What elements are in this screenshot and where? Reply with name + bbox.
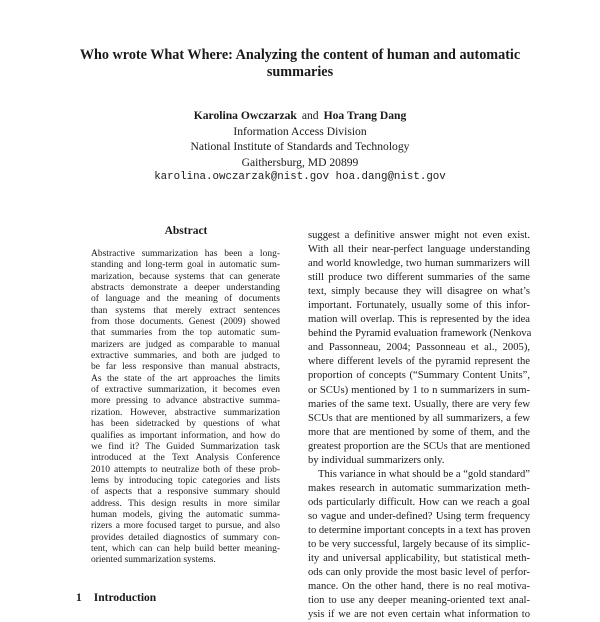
body-line: SCUs that are mentioned by all summarizers, a few: [308, 412, 530, 424]
abstract-body: [91, 249, 280, 567]
body-line: still produce two different summaries of the same: [308, 272, 530, 284]
abstract-line: 2010 attempts to neutralize both of these prob-: [91, 464, 280, 475]
abstract-line: has been sidetracked by questions of what: [91, 419, 280, 430]
body-line: by individual summarizers only.: [308, 454, 445, 466]
author-names: [60, 108, 540, 124]
body-line: suggest a definitive answer might not even exist.: [308, 230, 530, 241]
body-line: or SCUs) mentioned by 1 to n summarizers in sum-: [308, 384, 530, 396]
author-block: [60, 108, 540, 186]
body-line: makes research in automatic summarization meth-: [308, 482, 530, 494]
abstract-line: be far less responsive than manual abstracts,: [91, 362, 280, 373]
abstract-line: rization. However, abstractive summarization: [91, 407, 280, 418]
abstract-line: we find it? The Guided Summarization task: [91, 441, 280, 452]
author-emails: karolina.owczarzak@nist.gov hoa.dang@nist.gov: [154, 171, 446, 184]
abstract-line: of aspects that a responsive summary should: [91, 487, 280, 498]
body-line: mation will overlap. This is represented by the idea: [308, 314, 530, 326]
abstract-line: than systems that merely extract sentences: [91, 305, 280, 316]
body-line: to determine important concepts in a text has proven: [308, 524, 531, 536]
body-line: proportion of concepts (“Summary Content Units”,: [308, 370, 530, 382]
body-line: greatest proportion are the SCUs that are mentioned: [308, 440, 530, 452]
body-line: This variance in what should be a “gold standard”: [318, 468, 530, 480]
body-line: more that are mentioned by some of them, and the: [308, 426, 530, 438]
abstract-line: of language and the meaning of documents: [91, 294, 280, 305]
abstract-line: rizers a more focused target to pursue, and also: [91, 521, 280, 532]
affiliation-division: Information Access Division: [233, 124, 367, 138]
abstract-line: of extractive summarization, it becomes even: [91, 385, 280, 396]
abstract-heading: Abstract: [164, 225, 208, 237]
body-line: and world knowledge, two human summarizers will: [308, 258, 530, 270]
abstract-line: from those documents. Genest (2009) showed: [91, 317, 280, 328]
body-line: ity and universal applicability, but statistical meth-: [308, 553, 530, 565]
abstract-line: standing and long-term goal in automatic sum-: [91, 260, 280, 271]
section-number: 1: [76, 592, 82, 604]
body-line: tion to use any deeper meaning-oriented text anal-: [308, 595, 530, 607]
paper-title: [60, 47, 540, 81]
body-line: mance. On the other hand, there is no real motiva-: [308, 581, 530, 593]
abstract-line: marizers are judged as comparable to manual: [91, 339, 280, 350]
abstract-line: more pressing to advance abstractive summa-: [91, 396, 280, 407]
abstract-line: extractive summaries, and both are judged to: [91, 351, 280, 362]
abstract-line: lems by introducing topic categories and lists: [91, 475, 280, 486]
abstract-line: provides detailed diagnostics of summary con-: [91, 532, 280, 543]
body-line: ods can only provide the most basic level of perfor-: [308, 567, 530, 579]
abstract-line: abstracts demonstrate a deeper understanding: [91, 283, 280, 294]
author-1: Karolina Owczarzak: [193, 109, 297, 122]
affiliation-institute: National Institute of Standards and Technology: [190, 140, 410, 154]
body-line: where different levels of the pyramid represent the: [308, 356, 530, 368]
paper-title-line-1: Who wrote What Where: Analyzing the content of human and automatic: [79, 47, 521, 63]
abstract-line: human models, giving the automatic summa-: [91, 509, 280, 520]
body-line: and Passonneau, 2004; Passonneau et al., 2005),: [308, 342, 530, 354]
body-line: important. Fortunately, usually some of this infor-: [308, 300, 530, 312]
abstract-line: marization, because systems that can generate: [91, 271, 280, 282]
abstract-line: introduced at the Text Analysis Conference: [91, 453, 280, 464]
body-line: text, simply because they will disagree on what’s: [308, 286, 530, 298]
abstract-line: that summaries from the top automatic sum-: [91, 328, 280, 339]
section-title: Introduction: [93, 592, 157, 604]
abstract-line: Abstractive summarization has been a long-: [91, 249, 280, 259]
right-column-body: [308, 229, 530, 622]
abstract-line: qualifies as important information, and how do: [91, 430, 280, 441]
body-line: maries of the same text. Usually, there are very few: [308, 398, 530, 410]
body-line: ysis if we are not even certain what information to: [308, 609, 530, 621]
author-conjunction: and: [301, 109, 319, 122]
body-line: so vague and under-defined? Using term frequency: [308, 510, 530, 522]
abstract-line: tent, which can can help build better meaning-: [91, 543, 280, 554]
abstract-line: As the state of the art approaches the limits: [91, 373, 280, 384]
body-line: behind the Pyramid evaluation framework (Nenkova: [308, 328, 532, 340]
section-heading-introduction: [76, 592, 156, 604]
author-2: Hoa Trang Dang: [323, 109, 407, 122]
body-line: With all their near-perfect language understanding: [308, 244, 530, 256]
body-line: ods particularly difficult. How can we reach a goal: [308, 496, 530, 508]
affiliation-location: Gaithersburg, MD 20899: [241, 155, 359, 169]
abstract-line: oriented summarization systems.: [91, 555, 216, 566]
body-line: to be very successful, largely because of its simplic-: [308, 539, 530, 551]
paper-title-line-2: summaries: [266, 64, 334, 80]
abstract-line: address. This design results in more similar: [91, 498, 280, 509]
